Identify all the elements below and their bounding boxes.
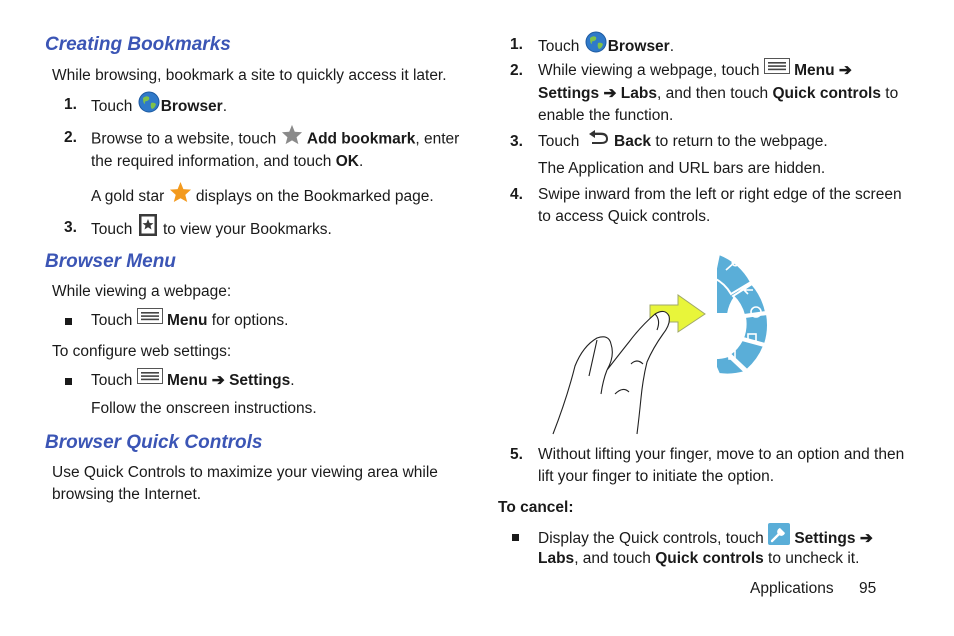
to-cancel-label: To cancel: (498, 499, 574, 516)
arrow: ➔ (211, 372, 225, 389)
quick-controls-label: Quick controls (772, 85, 881, 102)
quick-controls-label: Quick controls (655, 550, 764, 567)
punct: . (222, 98, 228, 116)
browser-menu-bullet-2 (91, 371, 295, 391)
globe-icon (585, 31, 607, 59)
bookmark-step-2-line2 (91, 152, 363, 172)
step-text: to return to the webpage. (655, 133, 828, 150)
qc-step-4-line1: Swipe inward from the left or right edge of the screen (538, 186, 902, 203)
step-text: , enter (415, 130, 460, 148)
step-text: , and then touch (656, 85, 769, 102)
punct: . (290, 372, 295, 389)
settings-label: Settings (538, 85, 600, 102)
menu-icon (764, 58, 790, 80)
follow-instructions: Follow the onscreen instructions. (91, 400, 317, 417)
footer-page-number: 95 (859, 580, 877, 597)
heading-browser-quick-controls: Browser Quick Controls (45, 432, 263, 453)
bullet-text: Touch (91, 312, 133, 329)
wrench-icon (768, 523, 790, 551)
qc-step-2-line1 (538, 61, 852, 81)
quick-controls-illustration (545, 248, 780, 438)
labs-label: Labs (620, 85, 657, 102)
bullet-text: , and touch (574, 550, 651, 567)
step-text: to view your Bookmarks. (163, 221, 332, 239)
menu-label: Menu (167, 312, 208, 329)
bullet-text: to uncheck it. (768, 550, 860, 567)
bookmark-step-2-line1 (91, 128, 459, 151)
step-number: 2. (64, 129, 77, 146)
quick-controls-intro-2: browsing the Internet. (52, 486, 202, 503)
bookmark-step-3 (91, 218, 332, 242)
bullet-text: Touch (91, 372, 133, 389)
step-number: 1. (64, 96, 77, 113)
bullet-text: for options. (211, 312, 289, 329)
browser-menu-intro: While viewing a webpage: (52, 283, 232, 300)
step-text: the required information, and touch (91, 153, 332, 170)
add-bookmark-label: Add bookmark (306, 130, 416, 148)
bookmark-step-1 (91, 95, 227, 119)
bookmarks-icon (138, 214, 158, 242)
arrow: ➔ (603, 85, 617, 102)
qc-step-2-line2 (538, 84, 898, 104)
arrow: ➔ (859, 530, 873, 548)
bullet (65, 318, 72, 325)
browser-label: Browser (607, 38, 670, 56)
cancel-bullet-line1 (538, 527, 873, 551)
globe-icon (138, 91, 160, 119)
star-icon (281, 124, 303, 151)
step-text: Touch (538, 133, 580, 150)
note-text: A gold star (91, 188, 165, 206)
note-text: displays on the Bookmarked page. (195, 188, 434, 206)
step-number: 4. (510, 186, 523, 203)
bullet-text: Display the Quick controls, touch (538, 530, 764, 548)
step-text: Browse to a website, touch (91, 130, 277, 148)
qc-step-5-line1: Without lifting your finger, move to an option and then (538, 446, 905, 463)
menu-icon (137, 368, 163, 390)
heading-creating-bookmarks: Creating Bookmarks (45, 34, 231, 55)
settings-label: Settings (794, 530, 856, 548)
step-text: Touch (91, 221, 133, 239)
arrow: ➔ (838, 62, 852, 79)
step-text: to (885, 85, 899, 102)
labs-label: Labs (538, 550, 575, 567)
cancel-bullet-line2 (538, 549, 859, 569)
step-text: While viewing a webpage, touch (538, 62, 760, 79)
browser-menu-bullet-1 (91, 311, 288, 331)
punct: . (358, 153, 364, 170)
menu-label: Menu (167, 372, 208, 389)
qc-step-1 (538, 35, 674, 59)
ok-label: OK (335, 153, 359, 170)
back-icon (584, 129, 610, 151)
to-cancel-heading (498, 498, 574, 518)
browser-label: Browser (160, 98, 223, 116)
step-number: 5. (510, 446, 523, 463)
step-number: 3. (64, 219, 77, 236)
menu-icon (137, 308, 163, 330)
gold-star-note (91, 185, 434, 209)
step-number: 3. (510, 133, 523, 150)
step-text: Touch (91, 98, 133, 116)
footer-section: Applications (750, 580, 834, 597)
qc-step-4-line2: to access Quick controls. (538, 208, 711, 225)
gold-star-icon (169, 181, 192, 209)
qc-step-3 (538, 132, 828, 152)
bullet (65, 378, 72, 385)
qc-step-5-line2: lift your finger to initiate the option. (538, 468, 775, 485)
step-number: 1. (510, 36, 523, 53)
configure-intro: To configure web settings: (52, 343, 232, 360)
step-number: 2. (510, 62, 523, 79)
quick-controls-intro-1: Use Quick Controls to maximize your viewing area while (52, 464, 438, 481)
punct: . (669, 38, 675, 56)
hand-illustration (553, 311, 669, 434)
quick-controls-fan (712, 253, 768, 375)
menu-label: Menu (794, 62, 835, 79)
qc-step-2-line3: enable the function. (538, 107, 674, 124)
settings-label: Settings (229, 372, 291, 389)
qc-step-3-note: The Application and URL bars are hidden. (538, 160, 826, 177)
bullet (512, 534, 519, 541)
back-label: Back (614, 133, 652, 150)
creating-bookmarks-intro: While browsing, bookmark a site to quickly access it later. (52, 67, 447, 84)
step-text: Touch (538, 38, 580, 56)
heading-browser-menu: Browser Menu (45, 251, 176, 272)
